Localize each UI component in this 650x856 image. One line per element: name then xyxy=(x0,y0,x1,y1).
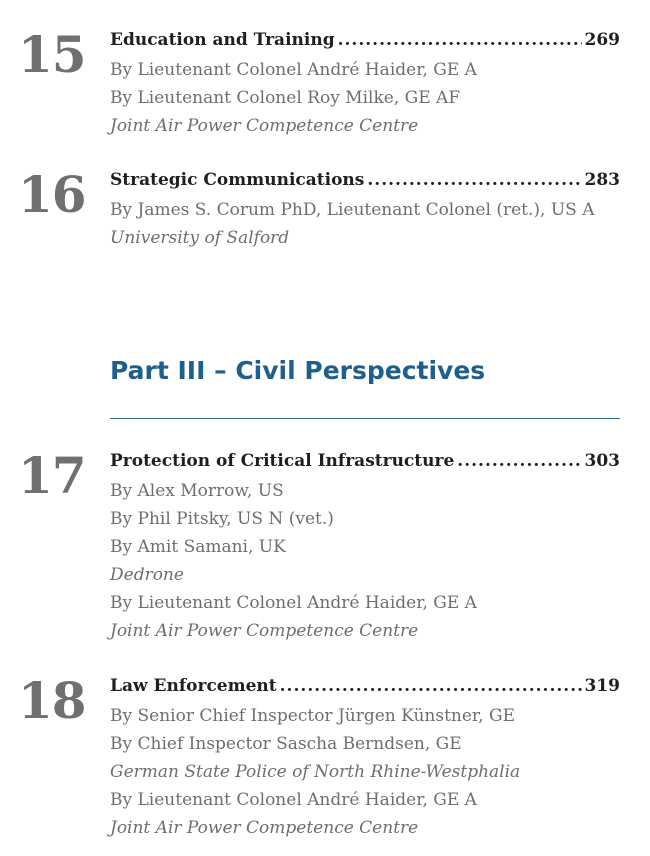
chapter-number: 18 xyxy=(18,671,86,730)
dot-leader xyxy=(367,170,581,190)
affiliation-line: Joint Air Power Competence Centre xyxy=(110,818,419,838)
author-line: By Lieutenant Colonel André Haider, GE A xyxy=(110,790,477,810)
chapter-title: Law Enforcement xyxy=(110,676,277,696)
dot-leader xyxy=(280,676,582,696)
toc-title-link[interactable] xyxy=(110,30,620,54)
affiliation-line: German State Police of North Rhine-Westphalia xyxy=(110,762,521,782)
affiliation-line: Joint Air Power Competence Centre xyxy=(110,116,419,136)
chapter-title: Education and Training xyxy=(110,30,335,50)
chapter-title: Protection of Critical Infrastructure xyxy=(110,451,455,471)
author-line: By Lieutenant Colonel André Haider, GE A xyxy=(110,60,477,80)
dot-leader xyxy=(338,30,582,50)
author-line: By Chief Inspector Sascha Berndsen, GE xyxy=(110,734,462,754)
chapter-number: 15 xyxy=(18,25,86,84)
author-line: By Senior Chief Inspector Jürgen Künstner, GE xyxy=(110,706,515,726)
chapter-title: Strategic Communications xyxy=(110,170,365,190)
author-line: By Alex Morrow, US xyxy=(110,481,284,501)
author-line: By James S. Corum PhD, Lieutenant Colonel (ret.), US A xyxy=(110,200,595,220)
author-line: By Lieutenant Colonel Roy Milke, GE AF xyxy=(110,88,461,108)
chapter-number: 17 xyxy=(18,446,86,505)
author-line: By Phil Pitsky, US N (vet.) xyxy=(110,509,334,529)
page-number: 319 xyxy=(584,676,620,696)
page-number: 283 xyxy=(584,170,620,190)
page-number: 269 xyxy=(584,30,620,50)
affiliation-line: University of Salford xyxy=(110,228,290,248)
toc-title-link[interactable] xyxy=(110,451,620,475)
toc-title-link[interactable] xyxy=(110,676,620,700)
dot-leader xyxy=(457,451,581,471)
toc-title-link[interactable] xyxy=(110,170,620,194)
author-line: By Lieutenant Colonel André Haider, GE A xyxy=(110,593,477,613)
chapter-number: 16 xyxy=(18,165,86,224)
affiliation-line: Joint Air Power Competence Centre xyxy=(110,621,419,641)
affiliation-line: Dedrone xyxy=(110,565,184,585)
part-heading: Part III – Civil Perspectives xyxy=(110,356,486,385)
page-number: 303 xyxy=(584,451,620,471)
part-divider xyxy=(110,418,620,419)
author-line: By Amit Samani, UK xyxy=(110,537,286,557)
